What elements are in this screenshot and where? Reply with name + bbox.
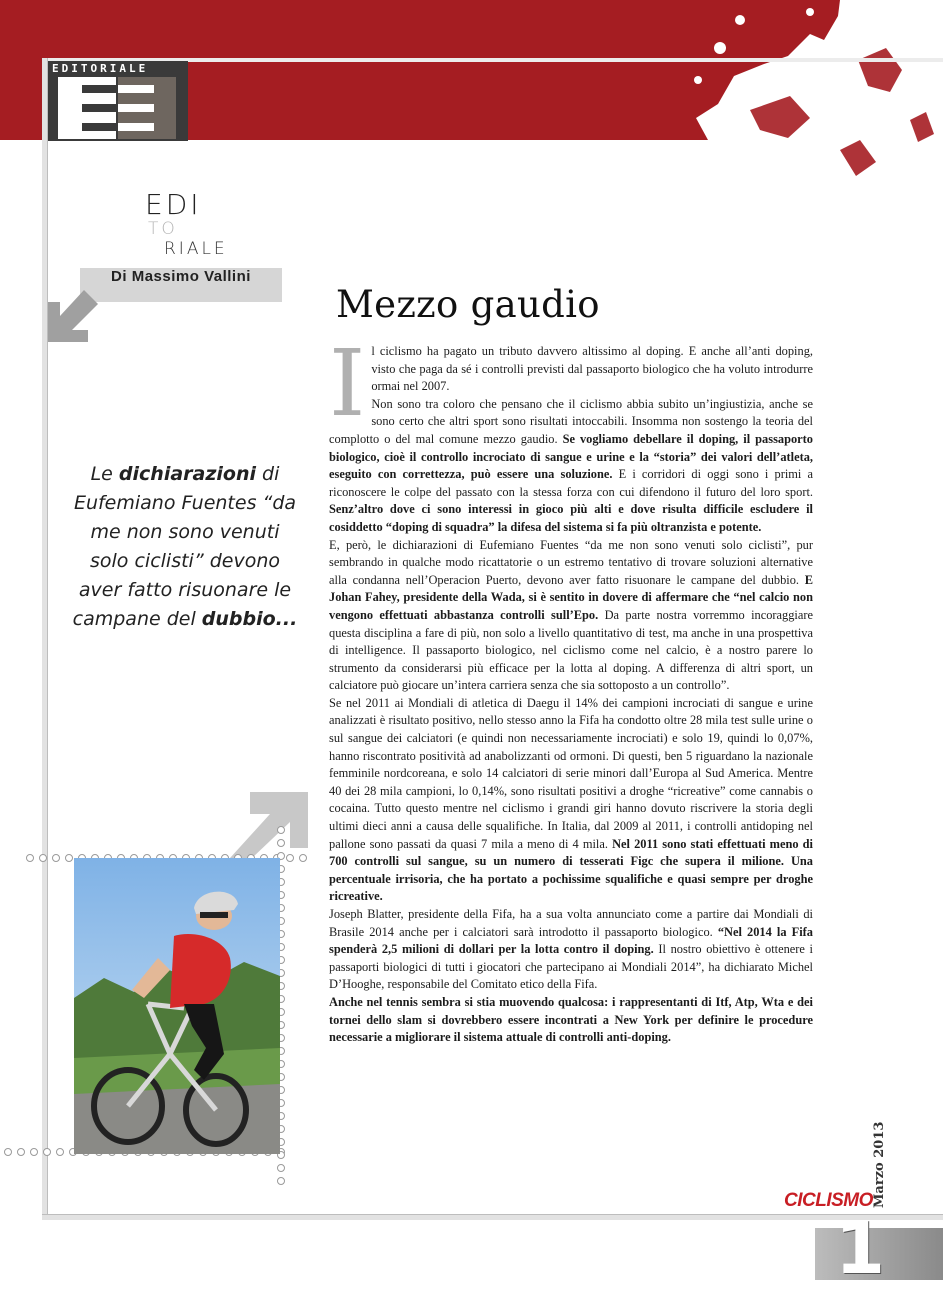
- logo-bar: [118, 85, 154, 93]
- logo-bar: [118, 123, 154, 131]
- article-emphasis: “Nel 2014 la Fifa spenderà 2,5 milioni di dollari per la lotta contro il doping.: [329, 924, 813, 957]
- article-paragraph: [329, 537, 813, 695]
- article-emphasis: Senz’altro dove ci sono interessi in gioco più alti e dove risulta difficile escludere il cosiddetto “doping di squadra” la difesa del sistema si fa più oltranzista e potente.: [329, 502, 813, 534]
- paint-splash-graphic: [690, 0, 943, 240]
- article-emphasis: Se vogliamo debellare il doping, il passaporto biologico, cioè il controllo incrociato di sangue e urine e la “storia” dei valori dell’atleta, eseguito con correttezza, può essere una soluzione.: [329, 431, 813, 482]
- heading-to: TO: [148, 219, 178, 239]
- article-title: Mezzo gaudio: [336, 283, 600, 326]
- article-emphasis: E Johan Fahey, presidente della Wada, si è sentito in dovere di affermare che “nel calcio non vengono effettuati abbastanza controlli sull’Epo.: [329, 572, 813, 622]
- page-number: 1: [835, 1206, 886, 1290]
- article-text: E, però, le dichiarazioni di Eufemiano Fuentes “da me non sono venuti solo ciclisti”, pur sembrando in qualche modo ricattatorie o un estremo tentativo di trovare soluzioni alternative alla condanna nell’Operacion Puerto, devono aver fatto risuonare le campane del dubbio.: [329, 537, 813, 587]
- article-paragraph: [329, 906, 813, 994]
- frame-left: [42, 58, 48, 1218]
- article-emphasis: Anche nel tennis sembra si stia muovendo qualcosa: i rappresentanti di Itf, Atp, Wta e dei tornei dello slam si dovrebbero essere incontrati a New York per definire le procedure necessarie a migliorare il sistema attuale di controlli anti-doping.: [329, 994, 813, 1045]
- issue-date: Marzo 2013: [872, 1121, 887, 1208]
- article-paragraph: [329, 396, 813, 537]
- magazine-brand: CICLISMO: [784, 1190, 873, 1211]
- drop-cap: I: [329, 330, 366, 437]
- author-box: [80, 268, 282, 302]
- section-label: EDITORIALE: [52, 62, 149, 75]
- article-text: Joseph Blatter, presidente della Fifa, ha a sua volta annunciato come a partire dai Mondiali di Brasile 2014 anche per i calciatori sarà introdotto il passaporto biologico.: [329, 907, 813, 939]
- logo-bar: [82, 123, 116, 131]
- article-text: Non sono tra coloro che pensano che il ciclismo abbia subito un’ingiustizia, anche se sono certo che altri sport sono risultati intoccabili. Insomma non sostengo la teoria del complotto o del mal comune mezzo gaudio.: [329, 396, 813, 446]
- arrow-down-left-icon: [44, 288, 102, 344]
- article-text: Da parte nostra vorremmo incoraggiare questa disciplina a fare di più, non solo a livello quantitativo di test, ma anche in una prospettiva di intelligence. Il passaporto biologico, nel ciclismo come nel calcio, è a nostro parere lo strumento da considerarsi più efficace per la lotta al doping. A differenza di altri sport, un calciatore può giocare un’intera carriera senza che sia sottoposto a un controllo”.: [329, 607, 813, 693]
- logo-bar: [82, 104, 116, 112]
- cyclist-photo: [74, 858, 280, 1154]
- quote-text: di Eufemiano Fuentes “da me non sono venuti solo ciclisti” devono aver fatto risuonare le campane del: [72, 463, 297, 630]
- logo-bar: [118, 104, 154, 112]
- logo-bar: [82, 85, 116, 93]
- article-text: l ciclismo ha pagato un tributo davvero altissimo al doping. E anche all’anti doping, visto che paga da sé i controlli previsti dal passaporto biologico che ha voluto introdurre ormai nel 2007.: [371, 344, 813, 394]
- quote-emphasis: dichiarazioni: [118, 463, 257, 485]
- article-emphasis: Nel 2011 sono stati effettuati meno di 700 controlli sul sangue, su un numero di tesserati Figc che supera il milione. Una percentuale irrisoria, che ha portato a pochissime squalifiche e quasi sempre per droghe ricreative.: [329, 836, 813, 904]
- section-logo: [48, 61, 188, 141]
- article-text: E i corridori di oggi sono i primi a riconoscere le colpe del passato con la stessa forza con cui difendono il futuro del loro sport.: [329, 467, 813, 499]
- pull-quote: [70, 460, 300, 634]
- article-paragraph: [329, 695, 813, 906]
- heading-edi: EDI: [145, 188, 202, 221]
- arrow-up-right-icon: [222, 792, 310, 858]
- frame-bottom: [42, 1214, 943, 1220]
- article-text: Il nostro obiettivo è ottenere i passaporti biologici di tutti i giocatori che partecipano ai Mondiali 2014”, ha dichiarato Michel D’Hooghe, responsabile del Comitato etico della Fifa.: [329, 942, 813, 992]
- article-text: Se nel 2011 ai Mondiali di atletica di Daegu il 14% dei campioni incrociati di sangue e urine analizzati è risultato positivo, nello stesso anno la Fifa ha condotto oltre 28 mila test sulle urine o sul sangue dei calciatori (e quindi non necessariamente incrociati) e solo 19, quindi lo 0,07%, hanno riscontrato positività ad anabolizzanti od ormoni. Di questi, ben 5 riguardano la nazionale femminile nordcoreana, e solo 14 calciatori di serie minori dall’Europa al Sud America. Mentre 40 dei 28 mila campioni, lo 0,14%, sono risultati positivi a droghe “ricreative” come cannabis o cocaina. Tutto questo mentre nel ciclismo i grandi giri hanno dovuto riscrivere la storia degli ultimi dieci anni a causa delle squalifiche. In Italia, dal 2009 al 2011, i controlli antidoping nel pallone sono passati da quasi 7 mila a meno di 4 mila.: [329, 695, 813, 851]
- article-body: [329, 330, 813, 1047]
- quote-text: Le: [90, 463, 119, 485]
- quote-emphasis: dubbio...: [201, 608, 298, 630]
- article-paragraph: [329, 994, 813, 1047]
- heading-riale: RIALE: [164, 239, 228, 259]
- cyclist-image: [74, 858, 280, 1154]
- author-byline: Di Massimo Vallini: [111, 268, 251, 285]
